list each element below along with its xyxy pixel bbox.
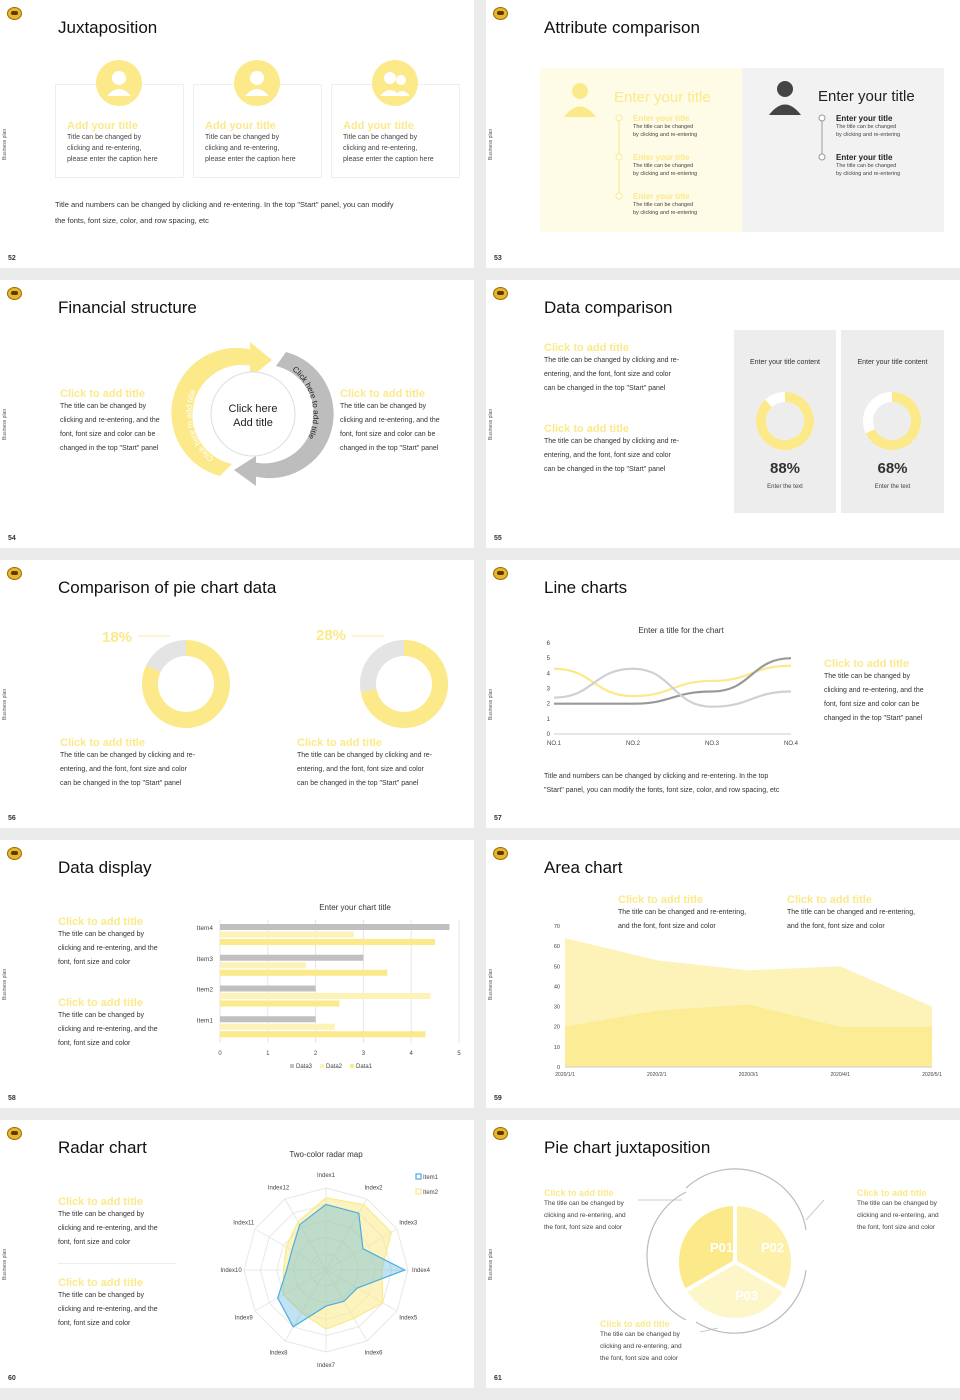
- bar: [220, 1016, 316, 1022]
- side-block: Click to add title The title can be changed by clicking and re-entering, and the font, font size and color can be changed in the top "Start" panel: [824, 658, 924, 722]
- slide-title: Data display: [58, 858, 152, 877]
- center-label: Click here Add title: [228, 403, 278, 429]
- legend-label: Data2: [326, 1064, 343, 1070]
- donut-grey-2: [368, 648, 404, 691]
- x-tick-label: 2020/1/1: [555, 1072, 575, 1078]
- slide-number: 52: [8, 255, 16, 262]
- slide-title: Area chart: [544, 858, 623, 877]
- text-block-1: Click to add title The title can be changed by clicking and re- entering, and the font, font size and color can be changed in the top "Start" panel: [60, 737, 196, 787]
- legend-swatch: [290, 1064, 294, 1068]
- chart-title: Two-color radar map: [289, 1150, 363, 1159]
- side-label: Business plan: [2, 128, 8, 160]
- legend-swatch: [320, 1064, 324, 1068]
- x-tick-label: NO.1: [546, 741, 562, 747]
- stat-value: 68%: [877, 460, 908, 477]
- radar-axis-label: Index7: [316, 1363, 336, 1369]
- bar: [220, 924, 449, 930]
- bar: [220, 1024, 335, 1030]
- bar: [220, 955, 363, 961]
- side-label: Business plan: [2, 1248, 8, 1280]
- legend-label: Data1: [356, 1064, 373, 1070]
- slide-number: 58: [8, 1095, 16, 1102]
- bar: [220, 986, 316, 992]
- text-block-3: Click to add title The title can be changed by clicking and re-entering, and the font, font size and color: [600, 1319, 682, 1362]
- radar-axis-label: Index4: [411, 1268, 431, 1274]
- arc-right-label: Click here to add title: [290, 364, 321, 441]
- slide-number: 60: [8, 1375, 16, 1382]
- slide-title: Line charts: [544, 578, 628, 597]
- x-tick-label: 5: [457, 1051, 461, 1057]
- left-item-2: Enter your title The title can be changed by clicking and re-entering: [633, 153, 698, 177]
- y-tick-label: 6: [546, 641, 550, 647]
- legend-swatch: [416, 1189, 421, 1194]
- donut-label-1: 18%: [102, 629, 133, 646]
- logo-icon: [493, 287, 508, 300]
- pie-label-2: P02: [761, 1240, 785, 1255]
- radar-axis-label: Index9: [234, 1315, 253, 1322]
- x-tick-label: 2020/5/1: [922, 1072, 942, 1078]
- juxta-text-3: Add your title Title can be changed by clicking and re-entering, please enter the caption here: [343, 120, 434, 163]
- y-tick-label: 5: [546, 656, 550, 663]
- legend-label: Data3: [296, 1064, 313, 1070]
- radar-axis-label: Index2: [364, 1185, 383, 1192]
- slide-57[interactable]: [486, 560, 960, 828]
- slide-title: Juxtaposition: [58, 18, 158, 37]
- radar-axis-label: Index12: [267, 1185, 290, 1192]
- stat-panel-2: Enter your title content 68% Enter the text: [841, 330, 944, 513]
- bar: [220, 939, 435, 945]
- pie-label-1: P01: [710, 1240, 734, 1255]
- slide-61[interactable]: [486, 1120, 960, 1388]
- radar-axis-label: Index5: [399, 1315, 418, 1322]
- footnote: Title and numbers can be changed by clicking and re-entering. In the top "Start" panel, you can modify the fonts, font size, color, and row spacing, etc: [544, 773, 780, 794]
- radar-axis-label: Index3: [399, 1220, 418, 1227]
- side-label: Business plan: [488, 408, 494, 440]
- bar: [220, 932, 354, 938]
- line-series-3: [554, 669, 791, 707]
- x-tick-label: NO.4: [783, 741, 799, 747]
- person-headset-icon: [96, 60, 142, 106]
- x-tick-label: 1: [266, 1051, 270, 1057]
- footnote: Title and numbers can be changed by clicking and re-entering. In the top "Start" panel, you can modify the fonts, font size, color, and row spacing, etc: [55, 200, 394, 225]
- text-block-2: Click to add title The title can be changed by clicking and re-entering, and the font, font size and color: [58, 1277, 158, 1327]
- text-block-2: Click to add title The title can be changed by clicking and re-entering, and the font, font size and color: [58, 997, 158, 1047]
- right-heading: Enter your title: [818, 88, 915, 105]
- y-tick-label: 1: [546, 716, 550, 723]
- radar-axis-label: Index8: [269, 1350, 288, 1357]
- y-tick-label: 0: [556, 1065, 560, 1071]
- x-tick-label: 3: [361, 1051, 366, 1057]
- x-tick-label: NO.2: [625, 741, 641, 747]
- slide-title: Pie chart juxtaposition: [544, 1138, 711, 1157]
- left-item-3: Enter your title The title can be changed by clicking and re-entering: [633, 192, 698, 216]
- y-tick-label: 3: [546, 686, 550, 693]
- text-block-1: Click to add title The title can be changed and re-entering, and the font, font size and color: [618, 894, 747, 930]
- slide-title: Data comparison: [544, 298, 673, 317]
- side-label: Business plan: [2, 408, 8, 440]
- slide-title: Comparison of pie chart data: [58, 578, 277, 597]
- slide-number: 56: [8, 815, 16, 822]
- slide-60[interactable]: [0, 1120, 474, 1388]
- y-tick-label: Item4: [196, 925, 213, 932]
- stat-value: 88%: [769, 460, 801, 477]
- side-label: Business plan: [488, 688, 494, 720]
- y-tick-label: Item2: [196, 986, 213, 994]
- text-block-2: Click to add title The title can be changed by clicking and re- entering, and the font, font size and color can be changed in the top "Start" panel: [297, 737, 433, 787]
- y-tick-label: Item3: [196, 955, 213, 963]
- legend-swatch: [350, 1064, 354, 1068]
- y-tick-label: Item1: [196, 1017, 213, 1025]
- people-group-icon: [372, 60, 418, 106]
- user-yellow-icon: [564, 83, 596, 117]
- radar-axis-label: Index11: [233, 1220, 255, 1227]
- text-block-1: Click to add title The title can be changed by clicking and re- entering, and the font, font size and color can be changed in the top "Start" panel: [544, 342, 680, 392]
- side-label: Business plan: [488, 128, 494, 160]
- slide-title: Attribute comparison: [544, 18, 700, 37]
- text-block-2: Click to add title The title can be changed by clicking and re- entering, and the font, font size and color can be changed in the top "Start" panel: [544, 423, 680, 473]
- juxta-text-2: Add your title Title can be changed by clicking and re-entering, please enter the caption here: [205, 120, 296, 163]
- area-chart: [486, 840, 960, 1108]
- user-suit-icon: [769, 81, 801, 115]
- right-item-2: Enter your title The title can be changed by clicking and re-entering: [836, 153, 901, 177]
- y-tick-label: 70: [553, 924, 560, 930]
- radar-axis-label: Index1: [316, 1173, 336, 1179]
- side-label: Business plan: [2, 968, 8, 1000]
- right-block: Click to add title The title can be changed by clicking and re-entering, and the font, font size and color can be changed in the top "Start" panel: [340, 388, 440, 452]
- logo-icon: [7, 7, 22, 20]
- x-tick-label: 2020/2/1: [647, 1072, 667, 1078]
- slide-number: 57: [494, 815, 502, 822]
- donut-label-2: 28%: [316, 627, 347, 644]
- stat-panel-1: Enter your title content 88% Enter the text: [734, 330, 836, 513]
- y-tick-label: 4: [546, 671, 550, 678]
- slide-number: 55: [494, 535, 502, 542]
- slide-number: 54: [8, 535, 16, 542]
- slide-55[interactable]: [486, 280, 960, 548]
- bar: [220, 993, 430, 999]
- chart-title: Enter a title for the chart: [638, 626, 724, 635]
- slide-59[interactable]: [486, 840, 960, 1108]
- left-block: Click to add title The title can be changed by clicking and re-entering, and the font, font size and color can be changed in the top "Start" panel: [60, 388, 160, 452]
- x-tick-label: 2: [313, 1051, 318, 1057]
- y-tick-label: 40: [553, 984, 560, 991]
- donut-88-value: [761, 397, 809, 445]
- slide-58[interactable]: [0, 840, 474, 1108]
- text-block-1: Click to add title The title can be changed by clicking and re-entering, and the font, font size and color: [58, 916, 158, 966]
- legend-label: Item1: [423, 1175, 439, 1181]
- radar-axis-label: Index6: [364, 1350, 383, 1357]
- donut-grey-1: [153, 648, 186, 669]
- y-tick-label: 0: [546, 732, 550, 738]
- slide-number: 61: [494, 1375, 502, 1382]
- pie-label-3: P03: [735, 1288, 759, 1303]
- y-tick-label: 10: [553, 1044, 560, 1051]
- text-block-1: Click to add title The title can be changed by clicking and re-entering, and the font, font size and color: [544, 1188, 626, 1231]
- juxta-text-1: Add your title Title can be changed by clicking and re-entering, please enter the caption here: [67, 120, 158, 163]
- x-tick-label: NO.3: [704, 741, 720, 747]
- left-heading: Enter your title: [614, 89, 711, 106]
- x-tick-label: 2020/3/1: [738, 1072, 759, 1078]
- bar: [220, 970, 387, 976]
- bar: [220, 1031, 426, 1037]
- slide-number: 59: [494, 1095, 502, 1102]
- y-tick-label: 50: [553, 964, 560, 971]
- side-label: Business plan: [488, 968, 494, 1000]
- slide-53[interactable]: [486, 0, 960, 268]
- bar: [220, 1001, 340, 1007]
- slide-title: Financial structure: [58, 298, 197, 317]
- slide-52[interactable]: [0, 0, 474, 268]
- slide-number: 53: [494, 255, 502, 262]
- slide-56[interactable]: [0, 560, 474, 828]
- left-item-1: Enter your title The title can be changed by clicking and re-entering: [633, 114, 698, 138]
- side-label: Business plan: [488, 1248, 494, 1280]
- bar: [220, 962, 306, 968]
- x-tick-label: 4: [409, 1051, 413, 1057]
- chart-title: Enter your chart title: [319, 903, 391, 912]
- x-tick-label: 2020/4/1: [830, 1072, 850, 1078]
- right-item-1: Enter your title The title can be changed by clicking and re-entering: [836, 114, 901, 138]
- person-icon: [234, 60, 280, 106]
- text-block-2: Click to add title The title can be changed by clicking and re-entering, and the font, font size and color: [857, 1188, 939, 1231]
- legend-swatch: [416, 1174, 421, 1179]
- slide-54[interactable]: [0, 280, 474, 548]
- y-tick-label: 60: [553, 944, 560, 951]
- radar-chart: [0, 1120, 474, 1388]
- text-block-2: Click to add title The title can be changed and re-entering, and the font, font size and color: [787, 894, 916, 930]
- y-tick-label: 20: [553, 1024, 560, 1031]
- bar-chart: [0, 840, 474, 1108]
- text-block-1: Click to add title The title can be changed by clicking and re-entering, and the font, font size and color: [58, 1196, 158, 1246]
- legend-label: Item2: [423, 1190, 439, 1196]
- side-label: Business plan: [2, 688, 8, 720]
- y-tick-label: 30: [553, 1004, 560, 1011]
- slide-title: Radar chart: [58, 1138, 147, 1157]
- y-tick-label: 2: [546, 701, 550, 708]
- radar-axis-label: Index10: [220, 1268, 242, 1274]
- arc-left-label: Click here to add title: [184, 388, 216, 464]
- x-tick-label: 0: [218, 1051, 222, 1057]
